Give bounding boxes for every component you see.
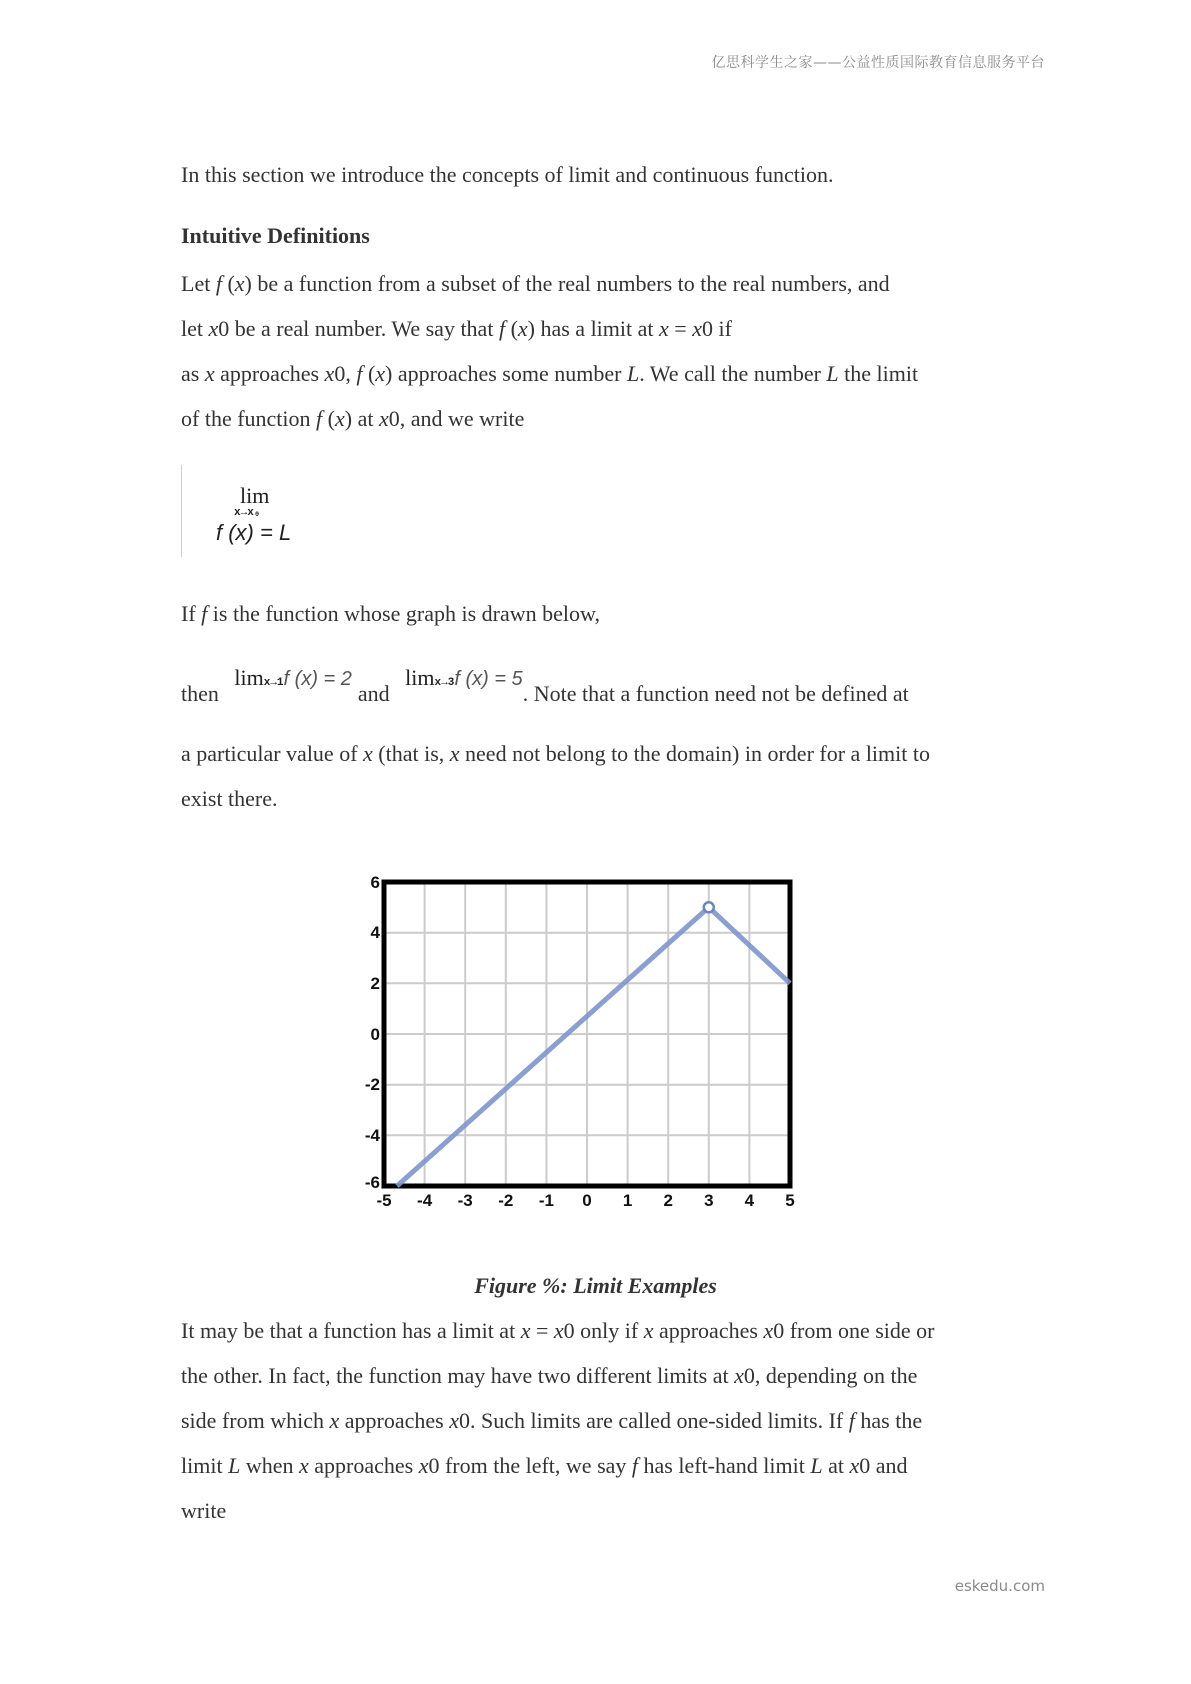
paragraph-line: It may be that a function has a limit at x = x0 only if x approaches x0 from one side or: [181, 1318, 935, 1343]
page-footer: eskedu.com: [954, 1577, 1045, 1595]
svg-text:4: 4: [370, 923, 380, 942]
svg-text:-2: -2: [498, 1191, 514, 1210]
figure-caption: Figure %: Limit Examples: [474, 1273, 717, 1298]
svg-text:-3: -3: [457, 1191, 473, 1210]
y-tick-labels: [365, 873, 381, 1192]
svg-text:2: 2: [663, 1191, 673, 1210]
paragraph-line: as x approaches x0, f (x) approaches some number L. We call the number L the limit: [181, 361, 919, 386]
open-circle-marker: [704, 902, 714, 912]
x-tick-labels: [376, 1191, 794, 1210]
paragraph-line: let x0 be a real number. We say that f (x) has a limit at x = x0 if: [181, 316, 732, 341]
paragraph-line: then limx→1f (x) = 2and limx→3f (x) = 5. Note that a function need not be defined at: [181, 665, 909, 706]
section-heading: Intuitive Definitions: [181, 223, 370, 248]
paragraph-line: side from which x approaches x0. Such limits are called one-sided limits. If f has the: [181, 1408, 923, 1433]
svg-text:-4: -4: [417, 1191, 433, 1210]
svg-text:-6: -6: [364, 1173, 380, 1192]
paragraph-line: exist there.: [181, 786, 278, 811]
limit-formula-image: lim x→x₀ f (x) = L: [181, 465, 302, 557]
svg-text:3: 3: [704, 1191, 714, 1210]
page-header: 亿思科学生之家——公益性质国际教育信息服务平台: [711, 55, 1045, 71]
svg-text:-4: -4: [364, 1126, 380, 1145]
paragraph-line: the other. In fact, the function may have two different limits at x0, depending on the: [181, 1363, 918, 1388]
limit-examples-chart: [355, 870, 805, 1220]
svg-text:1: 1: [622, 1191, 633, 1210]
paragraph-line: write: [181, 1498, 227, 1523]
paragraph-line: Let f (x) be a function from a subset of the real numbers to the real numbers, and: [181, 271, 890, 296]
paragraph-line: limit L when x approaches x0 from the left, we say f has left-hand limit L at x0 and: [181, 1453, 908, 1478]
svg-text:4: 4: [744, 1191, 755, 1210]
paragraph-line: of the function f (x) at x0, and we write: [181, 406, 525, 431]
inline-limit-2: limx→3f (x) = 5: [405, 665, 523, 690]
svg-text:-5: -5: [376, 1191, 392, 1210]
intro-text: In this section we introduce the concepts of limit and continuous function.: [181, 162, 834, 187]
svg-text:5: 5: [785, 1191, 795, 1210]
svg-text:-1: -1: [538, 1191, 554, 1210]
inline-limit-1: limx→1f (x) = 2: [234, 665, 352, 690]
function-line: [397, 907, 790, 1186]
paragraph-line: a particular value of x (that is, x need not belong to the domain) in order for a limit to: [181, 741, 930, 766]
svg-text:-2: -2: [364, 1075, 380, 1094]
svg-text:0: 0: [370, 1025, 380, 1044]
svg-text:6: 6: [370, 873, 380, 892]
paragraph-line: If f is the function whose graph is drawn below,: [181, 601, 600, 626]
svg-text:0: 0: [582, 1191, 592, 1210]
svg-text:2: 2: [370, 974, 380, 993]
